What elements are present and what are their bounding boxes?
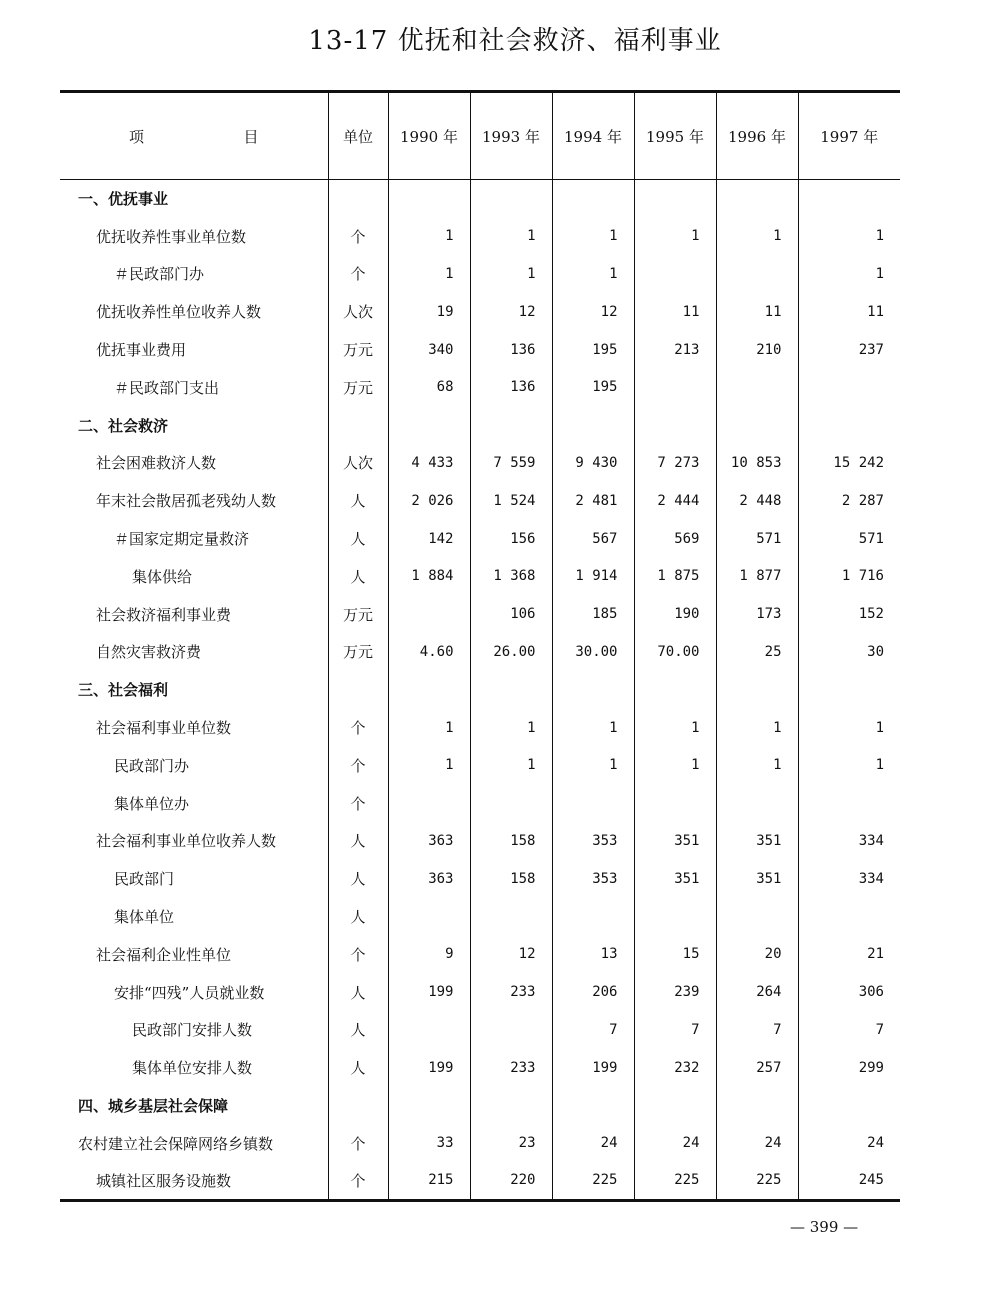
row-value: 1 bbox=[552, 217, 634, 255]
row-value: 185 bbox=[552, 595, 634, 633]
row-value bbox=[798, 784, 900, 822]
row-value: 195 bbox=[552, 331, 634, 369]
row-value: 13 bbox=[552, 935, 634, 973]
row-unit: 人 bbox=[328, 1049, 388, 1087]
row-value: 142 bbox=[388, 520, 470, 558]
row-item-label: 一、优抚事业 bbox=[78, 190, 169, 209]
row-unit: 人 bbox=[328, 973, 388, 1011]
row-unit: 万元 bbox=[328, 331, 388, 369]
row-value: 7 273 bbox=[634, 444, 716, 482]
row-unit: 人 bbox=[328, 860, 388, 898]
row-value: 340 bbox=[388, 331, 470, 369]
row-unit: 个 bbox=[328, 1124, 388, 1162]
row-value: 15 bbox=[634, 935, 716, 973]
table-row bbox=[60, 180, 900, 218]
row-value bbox=[716, 671, 798, 709]
row-unit: 人次 bbox=[328, 293, 388, 331]
row-value bbox=[634, 784, 716, 822]
row-value: 225 bbox=[634, 1162, 716, 1200]
row-unit: 个 bbox=[328, 217, 388, 255]
row-value: 199 bbox=[388, 973, 470, 1011]
table-row bbox=[60, 746, 900, 784]
row-value bbox=[552, 898, 634, 936]
row-item-label: 城镇社区服务设施数 bbox=[60, 1162, 328, 1200]
row-value: 2 444 bbox=[634, 482, 716, 520]
row-value: 173 bbox=[716, 595, 798, 633]
row-value bbox=[470, 1087, 552, 1125]
row-value: 1 bbox=[798, 746, 900, 784]
row-value: 9 bbox=[388, 935, 470, 973]
row-item-label: ＃民政部门支出 bbox=[114, 378, 220, 397]
row-value: 12 bbox=[552, 293, 634, 331]
row-value bbox=[798, 1087, 900, 1125]
header-year: 1994 年 bbox=[552, 92, 634, 180]
table-row bbox=[60, 898, 900, 936]
row-item-label: 三、社会福利 bbox=[78, 681, 169, 700]
table-row bbox=[60, 482, 900, 520]
row-item-label: 四、城乡基层社会保障 bbox=[78, 1097, 229, 1116]
row-value: 206 bbox=[552, 973, 634, 1011]
row-value: 215 bbox=[388, 1162, 470, 1200]
row-unit: 人次 bbox=[328, 444, 388, 482]
row-unit: 万元 bbox=[328, 633, 388, 671]
row-value: 1 bbox=[716, 217, 798, 255]
row-value bbox=[634, 368, 716, 406]
row-value bbox=[552, 671, 634, 709]
row-value: 1 716 bbox=[798, 557, 900, 595]
row-value: 136 bbox=[470, 368, 552, 406]
row-item-label: 安排“四残”人员就业数 bbox=[114, 983, 265, 1002]
row-unit: 人 bbox=[328, 520, 388, 558]
row-value bbox=[552, 1087, 634, 1125]
table-row bbox=[60, 633, 900, 671]
table-row bbox=[60, 973, 900, 1011]
row-value bbox=[388, 1011, 470, 1049]
row-value: 33 bbox=[388, 1124, 470, 1162]
row-item-label: 社会福利企业性单位 bbox=[96, 945, 232, 964]
row-value: 1 bbox=[388, 746, 470, 784]
row-value bbox=[388, 671, 470, 709]
row-value: 1 bbox=[798, 709, 900, 747]
row-value: 195 bbox=[552, 368, 634, 406]
row-value: 7 bbox=[634, 1011, 716, 1049]
row-value bbox=[716, 1087, 798, 1125]
row-item-label: 优抚事业费用 bbox=[96, 341, 187, 360]
row-item-label: 集体单位 bbox=[114, 908, 175, 927]
row-value: 1 bbox=[552, 255, 634, 293]
header-year: 1997 年 bbox=[798, 92, 900, 180]
row-unit: 个 bbox=[328, 746, 388, 784]
row-value bbox=[798, 180, 900, 218]
header-item bbox=[60, 92, 328, 180]
row-value: 11 bbox=[634, 293, 716, 331]
row-value: 30.00 bbox=[552, 633, 634, 671]
row-value: 210 bbox=[716, 331, 798, 369]
row-value bbox=[388, 898, 470, 936]
row-value: 106 bbox=[470, 595, 552, 633]
row-item-label: 民政部门安排人数 bbox=[132, 1021, 253, 1040]
table-row bbox=[60, 822, 900, 860]
row-item-label: ＃民政部门办 bbox=[114, 265, 205, 284]
table-row bbox=[60, 860, 900, 898]
row-value: 24 bbox=[716, 1124, 798, 1162]
row-value bbox=[798, 406, 900, 444]
header-year: 1995 年 bbox=[634, 92, 716, 180]
row-item-label: 集体单位安排人数 bbox=[132, 1059, 253, 1078]
row-value bbox=[716, 406, 798, 444]
row-unit: 人 bbox=[328, 482, 388, 520]
row-value: 351 bbox=[634, 860, 716, 898]
row-value bbox=[634, 671, 716, 709]
row-value: 1 524 bbox=[470, 482, 552, 520]
row-unit: 个 bbox=[328, 709, 388, 747]
row-value: 199 bbox=[388, 1049, 470, 1087]
row-value: 569 bbox=[634, 520, 716, 558]
row-value bbox=[470, 406, 552, 444]
row-value: 4.60 bbox=[388, 633, 470, 671]
row-value bbox=[716, 368, 798, 406]
row-value: 363 bbox=[388, 822, 470, 860]
row-unit bbox=[328, 180, 388, 218]
table-row bbox=[60, 595, 900, 633]
row-value: 24 bbox=[798, 1124, 900, 1162]
row-value: 25 bbox=[716, 633, 798, 671]
row-value: 136 bbox=[470, 331, 552, 369]
row-value: 299 bbox=[798, 1049, 900, 1087]
row-unit: 个 bbox=[328, 935, 388, 973]
row-value: 571 bbox=[798, 520, 900, 558]
row-value bbox=[470, 671, 552, 709]
row-value: 12 bbox=[470, 935, 552, 973]
header-year: 1996 年 bbox=[716, 92, 798, 180]
row-item-label: 民政部门办 bbox=[114, 756, 190, 775]
row-value bbox=[470, 1011, 552, 1049]
row-unit bbox=[328, 1087, 388, 1125]
row-item-label: 社会困难救济人数 bbox=[96, 454, 217, 473]
page-number: — 399 — bbox=[790, 1218, 859, 1236]
row-item-label: 年末社会散居孤老残幼人数 bbox=[96, 492, 277, 511]
table-row bbox=[60, 1049, 900, 1087]
row-value: 7 559 bbox=[470, 444, 552, 482]
row-value: 1 bbox=[716, 709, 798, 747]
row-value bbox=[552, 406, 634, 444]
row-value: 351 bbox=[634, 822, 716, 860]
row-value: 257 bbox=[716, 1049, 798, 1087]
row-value: 1 877 bbox=[716, 557, 798, 595]
row-value: 264 bbox=[716, 973, 798, 1011]
row-value bbox=[634, 255, 716, 293]
header-year: 1993 年 bbox=[470, 92, 552, 180]
row-item-label: 社会福利事业单位数 bbox=[96, 719, 232, 738]
row-value bbox=[388, 595, 470, 633]
row-value: 1 bbox=[634, 709, 716, 747]
row-value: 156 bbox=[470, 520, 552, 558]
row-unit: 人 bbox=[328, 1011, 388, 1049]
header-item-a: 项 bbox=[128, 127, 144, 146]
row-item-label: 社会福利事业单位收养人数 bbox=[96, 832, 277, 851]
row-value: 1 bbox=[470, 255, 552, 293]
row-value: 237 bbox=[798, 331, 900, 369]
row-value: 1 bbox=[634, 217, 716, 255]
row-unit: 个 bbox=[328, 1162, 388, 1200]
row-value: 158 bbox=[470, 822, 552, 860]
row-unit bbox=[328, 671, 388, 709]
row-value bbox=[716, 898, 798, 936]
table-row bbox=[60, 935, 900, 973]
row-value bbox=[388, 784, 470, 822]
row-unit: 人 bbox=[328, 822, 388, 860]
row-value: 353 bbox=[552, 860, 634, 898]
row-value bbox=[634, 406, 716, 444]
row-value: 334 bbox=[798, 822, 900, 860]
row-value: 351 bbox=[716, 860, 798, 898]
row-value: 1 bbox=[552, 746, 634, 784]
row-item-label: 集体单位办 bbox=[114, 794, 190, 813]
row-value: 158 bbox=[470, 860, 552, 898]
row-unit: 人 bbox=[328, 898, 388, 936]
row-value: 1 bbox=[716, 746, 798, 784]
row-unit: 个 bbox=[328, 784, 388, 822]
row-value: 24 bbox=[634, 1124, 716, 1162]
row-value bbox=[470, 784, 552, 822]
row-value: 12 bbox=[470, 293, 552, 331]
stats-table bbox=[60, 90, 900, 1202]
row-value: 9 430 bbox=[552, 444, 634, 482]
row-value: 190 bbox=[634, 595, 716, 633]
row-unit: 万元 bbox=[328, 595, 388, 633]
row-value bbox=[716, 180, 798, 218]
row-value bbox=[470, 898, 552, 936]
row-value: 306 bbox=[798, 973, 900, 1011]
row-value: 245 bbox=[798, 1162, 900, 1200]
row-value: 1 bbox=[470, 217, 552, 255]
row-value bbox=[716, 255, 798, 293]
row-value: 1 884 bbox=[388, 557, 470, 595]
row-value: 1 914 bbox=[552, 557, 634, 595]
header-year: 1990 年 bbox=[388, 92, 470, 180]
row-value: 199 bbox=[552, 1049, 634, 1087]
table-row bbox=[60, 1124, 900, 1162]
row-item-label: 二、社会救济 bbox=[78, 416, 169, 435]
row-value: 225 bbox=[716, 1162, 798, 1200]
row-value: 30 bbox=[798, 633, 900, 671]
row-value: 7 bbox=[716, 1011, 798, 1049]
table-row bbox=[60, 1087, 900, 1125]
row-value bbox=[634, 898, 716, 936]
row-item-label: 优抚收养性事业单位数 bbox=[96, 227, 247, 246]
row-value: 19 bbox=[388, 293, 470, 331]
table-row bbox=[60, 1011, 900, 1049]
row-value: 4 433 bbox=[388, 444, 470, 482]
row-item-label: 民政部门 bbox=[114, 870, 175, 889]
row-value: 1 bbox=[470, 709, 552, 747]
row-value: 363 bbox=[388, 860, 470, 898]
row-item-label: 优抚收养性单位收养人数 bbox=[96, 303, 262, 322]
table-row bbox=[60, 293, 900, 331]
row-value: 21 bbox=[798, 935, 900, 973]
row-value: 1 bbox=[552, 709, 634, 747]
row-value bbox=[634, 180, 716, 218]
table-row bbox=[60, 444, 900, 482]
row-value: 7 bbox=[552, 1011, 634, 1049]
table-row bbox=[60, 557, 900, 595]
table-body bbox=[60, 180, 900, 1201]
row-value: 567 bbox=[552, 520, 634, 558]
table-row bbox=[60, 520, 900, 558]
table-row bbox=[60, 331, 900, 369]
row-value bbox=[388, 1087, 470, 1125]
row-value: 1 bbox=[470, 746, 552, 784]
row-value: 26.00 bbox=[470, 633, 552, 671]
row-value: 10 853 bbox=[716, 444, 798, 482]
row-value: 1 368 bbox=[470, 557, 552, 595]
table-row bbox=[60, 217, 900, 255]
row-value: 571 bbox=[716, 520, 798, 558]
row-value: 1 bbox=[388, 255, 470, 293]
row-value: 232 bbox=[634, 1049, 716, 1087]
row-value: 1 bbox=[634, 746, 716, 784]
row-value: 1 bbox=[798, 255, 900, 293]
row-item-label: 自然灾害救济费 bbox=[96, 643, 202, 662]
row-value: 2 287 bbox=[798, 482, 900, 520]
row-unit: 人 bbox=[328, 557, 388, 595]
row-value: 225 bbox=[552, 1162, 634, 1200]
row-item-label: 社会救济福利事业费 bbox=[96, 605, 232, 624]
row-item-label: 集体供给 bbox=[132, 567, 193, 586]
table-row bbox=[60, 255, 900, 293]
table-row bbox=[60, 406, 900, 444]
header-item-b: 目 bbox=[243, 127, 259, 146]
row-unit bbox=[328, 406, 388, 444]
row-value: 15 242 bbox=[798, 444, 900, 482]
table-header-row bbox=[60, 92, 900, 180]
row-value: 11 bbox=[798, 293, 900, 331]
row-unit: 个 bbox=[328, 255, 388, 293]
table-row bbox=[60, 368, 900, 406]
row-value: 1 bbox=[798, 217, 900, 255]
row-value: 239 bbox=[634, 973, 716, 1011]
row-value bbox=[470, 180, 552, 218]
row-value: 7 bbox=[798, 1011, 900, 1049]
row-value: 2 448 bbox=[716, 482, 798, 520]
row-value: 2 481 bbox=[552, 482, 634, 520]
row-value: 213 bbox=[634, 331, 716, 369]
row-value bbox=[716, 784, 798, 822]
row-value: 20 bbox=[716, 935, 798, 973]
row-value: 2 026 bbox=[388, 482, 470, 520]
row-item-label: 农村建立社会保障网络乡镇数 bbox=[78, 1134, 274, 1153]
row-value: 152 bbox=[798, 595, 900, 633]
row-value bbox=[798, 368, 900, 406]
row-value bbox=[388, 406, 470, 444]
row-value: 353 bbox=[552, 822, 634, 860]
row-value bbox=[388, 180, 470, 218]
row-value: 220 bbox=[470, 1162, 552, 1200]
table-row bbox=[60, 671, 900, 709]
row-value: 1 875 bbox=[634, 557, 716, 595]
row-value: 23 bbox=[470, 1124, 552, 1162]
row-value: 233 bbox=[470, 1049, 552, 1087]
row-value: 334 bbox=[798, 860, 900, 898]
row-value: 11 bbox=[716, 293, 798, 331]
row-value bbox=[798, 671, 900, 709]
row-value: 70.00 bbox=[634, 633, 716, 671]
row-item-label: ＃国家定期定量救济 bbox=[114, 530, 250, 549]
row-value: 24 bbox=[552, 1124, 634, 1162]
row-value bbox=[552, 784, 634, 822]
row-value bbox=[798, 898, 900, 936]
page-title: 13-17 优抚和社会救济、福利事业 bbox=[308, 26, 722, 56]
row-value: 1 bbox=[388, 709, 470, 747]
header-unit: 单位 bbox=[328, 92, 388, 180]
row-value: 233 bbox=[470, 973, 552, 1011]
table-row bbox=[60, 709, 900, 747]
table-row bbox=[60, 784, 900, 822]
row-value: 68 bbox=[388, 368, 470, 406]
table-row bbox=[60, 1162, 900, 1200]
row-value bbox=[634, 1087, 716, 1125]
row-value: 351 bbox=[716, 822, 798, 860]
row-unit: 万元 bbox=[328, 368, 388, 406]
row-value bbox=[552, 180, 634, 218]
row-value: 1 bbox=[388, 217, 470, 255]
